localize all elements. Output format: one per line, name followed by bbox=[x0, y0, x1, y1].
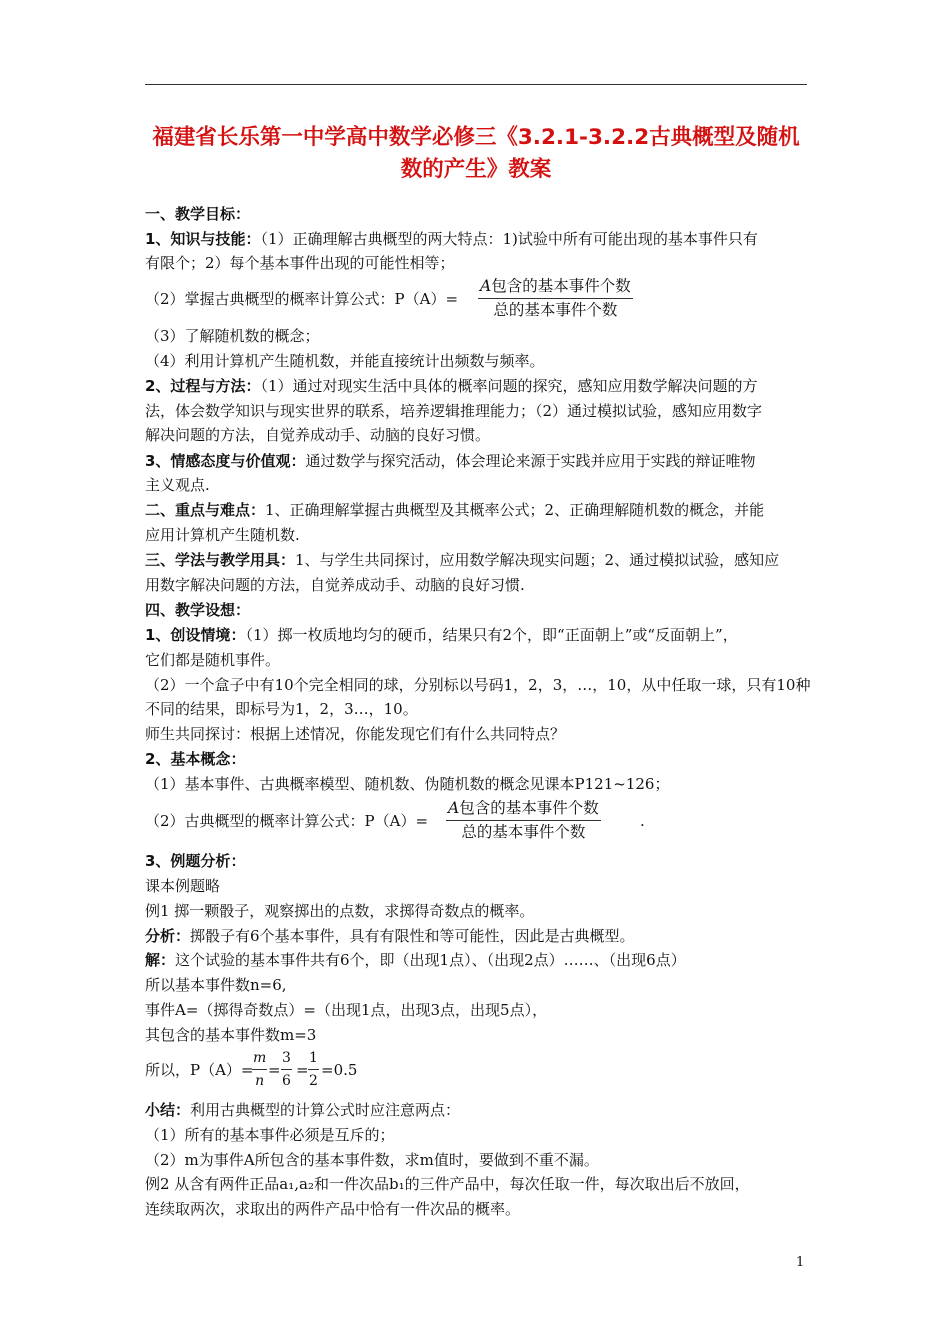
label-summary: 小结： bbox=[145, 1101, 191, 1119]
paragraph: 解决问题的方法，自觉养成动手、动脑的良好习惯。 bbox=[145, 426, 491, 444]
numerator: 3 bbox=[281, 1050, 292, 1070]
paragraph: 师生共同探讨：根据上述情况，你能发现它们有什么共同特点？ bbox=[145, 725, 566, 743]
paragraph: 连续取两次，求取出的两件产品中恰有一件次品的概率。 bbox=[145, 1200, 521, 1218]
fraction-m-over-n bbox=[252, 1050, 267, 1090]
denominator: n bbox=[255, 1073, 265, 1089]
header-rule bbox=[145, 84, 807, 85]
text: （1）正确理解古典概型的两大特点：1)试验中所有可能出现的基本事件只有 bbox=[260, 230, 758, 248]
calc-prefix: 所以，P（A）= bbox=[145, 1061, 254, 1079]
paragraph bbox=[145, 229, 758, 249]
section-heading-methods: 三、学法与教学用具： bbox=[145, 551, 296, 569]
title-line-1: 福建省长乐第一中学高中数学必修三《3.2.1-3.2.2古典概型及随机 bbox=[152, 125, 800, 150]
text: 这个试验的基本事件共有6个，即（出现1点）、（出现2点）……、（出现6点） bbox=[175, 951, 686, 969]
paragraph: 有限个；2）每个基本事件出现的可能性相等； bbox=[145, 254, 455, 272]
label-scenario: 1、创设情境： bbox=[145, 626, 246, 644]
section-heading-goals: 一、教学目标： bbox=[145, 205, 251, 223]
page-number: 1 bbox=[796, 1255, 805, 1270]
text: （1）掷一枚质地均匀的硬币，结果只有2个，即“正面朝上”或“反面朝上”， bbox=[245, 626, 738, 644]
paragraph: 课本例题略 bbox=[145, 877, 221, 895]
paragraph: 所以基本事件数n=6, bbox=[145, 976, 287, 994]
numerator: 1 bbox=[308, 1050, 319, 1070]
fraction-numerator bbox=[478, 277, 633, 299]
label-process: 2、过程与方法： bbox=[145, 377, 261, 395]
paragraph: （1）所有的基本事件必须是互斥的； bbox=[145, 1126, 395, 1144]
text: 利用古典概型的计算公式时应注意两点： bbox=[190, 1101, 461, 1119]
label-solution: 解： bbox=[145, 951, 176, 969]
paragraph: （1）基本事件、古典概率模型、随机数、伪随机数的概念见课本P121~126； bbox=[145, 775, 670, 793]
label-examples: 3、例题分析： bbox=[145, 852, 246, 870]
paragraph bbox=[145, 451, 755, 471]
fraction-denominator: 总的基本事件个数 bbox=[493, 301, 618, 319]
text: 掷骰子有6个基本事件，具有有限性和等可能性，因此是古典概型。 bbox=[190, 927, 635, 945]
numerator-text: 包含的基本事件个数 bbox=[491, 277, 631, 295]
fraction-denominator: 总的基本事件个数 bbox=[461, 823, 586, 841]
paragraph bbox=[145, 550, 779, 570]
equals-sign: = bbox=[296, 1061, 309, 1079]
paragraph: 主义观点. bbox=[145, 476, 210, 494]
paragraph: 法，体会数学知识与现实世界的联系，培养逻辑推理能力；（2）通过模拟试验，感知应用数字 bbox=[145, 402, 763, 420]
paragraph: （2）m为事件A所包含的基本事件数，求m值时，要做到不重不漏。 bbox=[145, 1151, 599, 1169]
var-a: A bbox=[480, 277, 492, 295]
numerator-text: 包含的基本事件个数 bbox=[459, 799, 599, 817]
paragraph bbox=[145, 500, 764, 520]
paragraph: （4）利用计算机产生随机数，并能直接统计出频数与频率。 bbox=[145, 352, 545, 370]
paragraph: 用数字解决问题的方法，自觉养成动手、动脑的良好习惯. bbox=[145, 576, 525, 594]
paragraph: 例2 从含有两件正品a₁,a₂和一件次品b₁的三件产品中，每次任取一件，每次取出后不放回， bbox=[145, 1175, 750, 1193]
numerator: m bbox=[252, 1050, 267, 1070]
section-heading-focus: 二、重点与难点： bbox=[145, 501, 266, 519]
paragraph: 它们都是随机事件。 bbox=[145, 651, 281, 669]
paragraph bbox=[145, 926, 635, 946]
text: 1、正确理解掌握古典概型及其概率公式；2、正确理解随机数的概念，并能 bbox=[265, 501, 765, 519]
denominator: 2 bbox=[309, 1073, 318, 1089]
calc-result: =0.5 bbox=[321, 1061, 358, 1079]
fraction-numerator bbox=[446, 799, 601, 821]
formula-line-1: （2）掌握古典概型的概率计算公式：P（A）= bbox=[145, 290, 459, 308]
paragraph: 应用计算机产生随机数. bbox=[145, 526, 300, 544]
paragraph bbox=[145, 625, 738, 645]
title-line-2: 数的产生》教案 bbox=[400, 157, 552, 182]
denominator: 6 bbox=[282, 1073, 291, 1089]
paragraph: 例1 掷一颗骰子，观察掷出的点数，求掷得奇数点的概率。 bbox=[145, 902, 535, 920]
text: 1、与学生共同探讨，应用数学解决现实问题；2、通过模拟试验，感知应 bbox=[295, 551, 780, 569]
text: 通过数学与探究活动，体会理论来源于实践并应用于实践的辩证唯物 bbox=[305, 452, 756, 470]
probability-fraction-1 bbox=[478, 277, 633, 320]
label-emotion: 3、情感态度与价值观： bbox=[145, 452, 306, 470]
text: （1）通过对现实生活中具体的概率问题的探究，感知应用数学解决问题的方 bbox=[260, 377, 758, 395]
paragraph: 事件A=（掷得奇数点）=（出现1点，出现3点，出现5点）， bbox=[145, 1001, 548, 1019]
section-heading-design: 四、教学设想： bbox=[145, 601, 251, 619]
fraction-3-over-6 bbox=[281, 1050, 292, 1090]
paragraph bbox=[145, 376, 758, 396]
paragraph bbox=[145, 1100, 460, 1120]
var-a: A bbox=[448, 799, 460, 817]
label-analysis: 分析： bbox=[145, 927, 191, 945]
paragraph: 其包含的基本事件数m=3 bbox=[145, 1026, 317, 1044]
equals-sign: = bbox=[268, 1061, 281, 1079]
paragraph bbox=[145, 950, 686, 970]
probability-fraction-2 bbox=[446, 799, 601, 842]
paragraph: 不同的结果，即标号为1，2，3…，10。 bbox=[145, 700, 418, 718]
label-concepts: 2、基本概念： bbox=[145, 750, 246, 768]
paragraph: （2）一个盒子中有10个完全相同的球，分别标以号码1，2，3，…，10，从中任取一球，只有10种 bbox=[145, 676, 811, 694]
document-title bbox=[140, 122, 812, 186]
fraction-1-over-2 bbox=[308, 1050, 319, 1090]
formula-line-2: （2）古典概型的概率计算公式：P（A）= bbox=[145, 812, 429, 830]
formula-period: . bbox=[640, 812, 645, 830]
label-knowledge: 1、知识与技能： bbox=[145, 230, 261, 248]
paragraph: （3）了解随机数的概念； bbox=[145, 327, 320, 345]
